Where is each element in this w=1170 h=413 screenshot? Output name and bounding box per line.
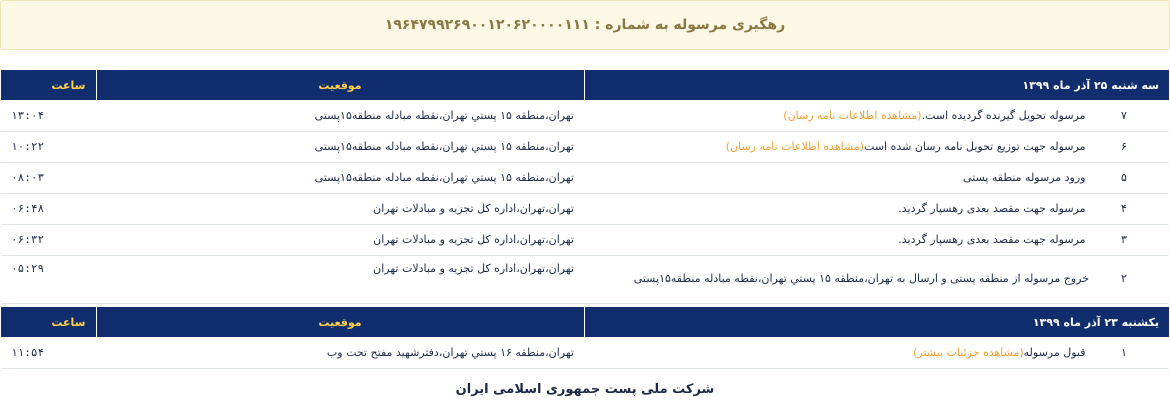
event-location: تهران،تهران،اداره کل تجزیه و مبادلات تهران [96,193,584,224]
event-number: ۶ [1121,140,1127,153]
event-location: تهران،تهران،اداره کل تجزیه و مبادلات تهران [96,255,584,303]
event-number: ۵ [1121,171,1127,184]
event-description-cell [584,100,1169,131]
event-time: ۱۳:۰۴ [1,100,96,131]
event-location: تهران،تهران،اداره کل تجزیه و مبادلات تهران [96,224,584,255]
postman-info-link[interactable]: (مشاهده اطلاعات نامه رسان) [725,140,865,153]
event-time: ۰۸:۰۳ [1,162,96,193]
event-number: ۱ [1121,345,1127,359]
location-header: موقعیت [96,70,584,100]
group-header [1,307,1169,337]
event-description-cell [584,255,1169,303]
event-location: تهران،منطقه ۱۶ پستي تهران،دفترشهید مفتح تحت وب [96,337,584,368]
event-description: مرسوله تحویل گیرنده گردیده است. [921,108,1086,122]
event-number: ۳ [1121,233,1127,246]
footer-text: شرکت ملی پست جمهوری اسلامی ایران [455,382,715,397]
event-time: ۰۶:۳۲ [1,224,96,255]
event-number: ۴ [1121,202,1127,215]
tracking-title: رهگیری مرسوله به شماره : ۱۹۶۴۷۹۹۲۶۹۰۰۱۲۰۶۲۰۰۰۰۱۱۱ [384,17,786,33]
table-row [1,100,1169,131]
event-time: ۱۰:۲۲ [1,131,96,162]
event-description-cell [584,337,1169,368]
event-description-cell [584,162,1169,193]
group-date: سه شنبه ۲۵ آذر ماه ۱۳۹۹ [584,70,1169,100]
table-row [1,337,1169,368]
event-location: تهران،منطقه ۱۵ پستي تهران،نقطه مبادله منطقه۱۵پستی [96,100,584,131]
tracking-table-group-2 [1,307,1169,369]
group-date: یکشنبه ۲۳ آذر ماه ۱۳۹۹ [584,307,1169,337]
event-description-cell [584,193,1169,224]
tracking-table-group-1 [1,70,1169,304]
event-description: مرسوله جهت مقصد بعدی رهسپار گردید. [898,233,1086,246]
event-description: قبول مرسوله [1023,345,1086,359]
table-row [1,193,1169,224]
more-details-link[interactable]: (مشاهده جزئیات بیشتر) [913,345,1024,359]
group-header [1,70,1169,100]
event-number: ۷ [1121,108,1127,122]
time-header: ساعت [1,70,96,100]
table-row [1,131,1169,162]
event-location: تهران،منطقه ۱۵ پستي تهران،نقطه مبادله منطقه۱۵پستی [96,131,584,162]
event-description: مرسوله جهت مقصد بعدی رهسپار گردید. [898,202,1086,215]
table-row [1,162,1169,193]
table-row [1,224,1169,255]
event-description-cell [584,224,1169,255]
postman-info-link[interactable]: (مشاهده اطلاعات نامه رسان) [783,108,922,122]
event-number: ۲ [1121,272,1127,285]
event-description: مرسوله جهت توزیع تحویل نامه رسان شده است [864,140,1086,153]
tracking-banner [0,0,1170,50]
event-description: ورود مرسوله منطقه پستی [963,171,1086,184]
event-description-cell [584,131,1169,162]
footer [0,382,1170,397]
event-time: ۱۱:۵۴ [1,337,96,368]
location-header: موقعیت [96,307,584,337]
event-description: خروج مرسوله از منطقه پستی و ارسال به تهران،منطقه ۱۵ پستي تهران،نقطه مبادله منطقه۱۵پستی [633,272,1089,285]
time-header: ساعت [1,307,96,337]
table-row [1,255,1169,303]
event-time: ۰۶:۴۸ [1,193,96,224]
event-time: ۰۵:۲۹ [1,255,96,303]
event-location: تهران،منطقه ۱۵ پستي تهران،نقطه مبادله منطقه۱۵پستی [96,162,584,193]
